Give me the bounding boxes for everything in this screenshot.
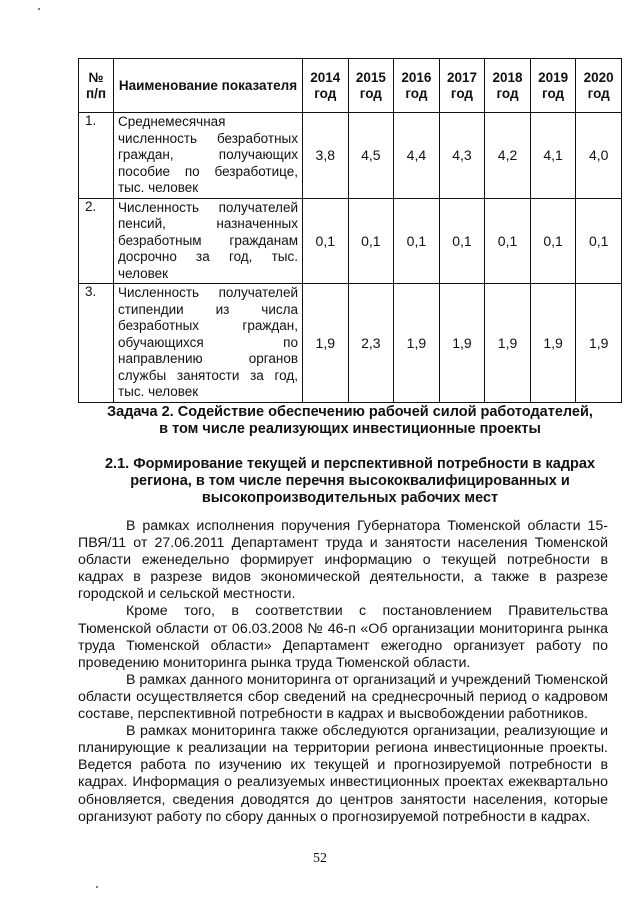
value-cell: 0,1: [576, 198, 622, 284]
indicator-line: численность безработных: [118, 130, 298, 146]
paragraph: В рамках данного мониторинга от организаций и учреждений Тюменской области осуществляется сбор сведений на среднесрочный период о кадровом составе, перспективной потребности в кадрах и высвобождении работников.: [78, 671, 608, 723]
value-cell: 2,3: [348, 284, 394, 403]
table-header-row: [79, 59, 622, 113]
header-year: 2019 год: [530, 59, 576, 113]
indicator-line: тыс. человек: [118, 384, 199, 399]
value-cell: 4,4: [394, 113, 440, 199]
indicator-line: Численность получателей: [118, 199, 298, 215]
value-cell: 0,1: [439, 198, 485, 284]
value-cell: 4,3: [439, 113, 485, 199]
task-heading-line: в том числе реализующих инвестиционные проекты: [159, 421, 541, 437]
value-cell: 0,1: [348, 198, 394, 284]
value-cell: 0,1: [394, 198, 440, 284]
row-indicator: [114, 284, 303, 403]
header-number: № п/п: [79, 59, 114, 113]
value-cell: 1,9: [530, 284, 576, 403]
section-heading-line: региона, в том числе перечня высококвалифицированных и: [130, 473, 570, 489]
page-number: 52: [313, 851, 327, 866]
value-cell: 1,9: [303, 284, 349, 403]
value-cell: 1,9: [439, 284, 485, 403]
value-cell: 3,8: [303, 113, 349, 199]
value-cell: 0,1: [485, 198, 531, 284]
value-cell: 1,9: [394, 284, 440, 403]
table-row: [79, 113, 622, 199]
value-cell: 4,0: [576, 113, 622, 199]
row-indicator: [114, 113, 303, 199]
header-year: 2018 год: [485, 59, 531, 113]
indicator-line: пенсий, назначенных: [118, 216, 298, 231]
paragraph: В рамках мониторинга также обследуются организации, реализующие и планирующие к реализации на территории региона инвестиционные проекты. Ведется работа по изучению их текущей и прогнозируемой потребности в кадрах. Информация о реализуемых инвестиционных проектах ежеквартально обновляется, сведения доводятся до центров занятости населения, которые организуют работу по сбору данных о прогнозируемой потребности в кадрах.: [78, 723, 608, 825]
value-cell: 0,1: [303, 198, 349, 284]
value-cell: 0,1: [530, 198, 576, 284]
value-cell: 4,5: [348, 113, 394, 199]
row-number: 1.: [79, 113, 114, 199]
indicator-line: досрочно за год, тыс.: [118, 249, 298, 264]
header-year: 2014 год: [303, 59, 349, 113]
indicator-line: Среднемесячная: [118, 114, 226, 129]
header-year: 2020 год: [576, 59, 622, 113]
indicator-line: тыс. человек: [118, 180, 199, 195]
indicator-line: пособие по безработице,: [118, 163, 298, 179]
indicator-line: безработных граждан,: [118, 318, 298, 333]
scan-speck: [96, 886, 98, 888]
section-heading-line: 2.1. Формирование текущей и перспективной потребности в кадрах: [104, 456, 596, 472]
row-number: 2.: [79, 198, 114, 284]
value-cell: 4,1: [530, 113, 576, 199]
body-text: [78, 518, 608, 826]
scan-speck: [38, 8, 40, 10]
table-row: [79, 284, 622, 403]
value-cell: 1,9: [485, 284, 531, 403]
indicator-line: службы занятости за год,: [118, 367, 298, 383]
section-heading-line: высокопроизводительных рабочих мест: [201, 490, 499, 506]
paragraph: В рамках исполнения поручения Губернатора Тюменской области 15-ПВЯ/11 от 27.06.2011 Департамент труда и занятости населения Тюменской области еженедельно формирует информацию о текущей потребности в кадрах в разрезе видов экономической деятельности, а также в разрезе городской и сельской местности.: [78, 518, 608, 603]
indicator-line: человек: [118, 265, 169, 281]
header-year: 2016 год: [394, 59, 440, 113]
header-year: 2015 год: [348, 59, 394, 113]
indicator-line: Численность получателей: [118, 285, 298, 300]
indicator-line: безработным гражданам: [118, 232, 298, 248]
indicators-table: [78, 58, 622, 403]
task-heading-line: Задача 2. Содействие обеспечению рабочей силой работодателей,: [107, 404, 593, 420]
header-year: 2017 год: [439, 59, 485, 113]
table-row: [79, 198, 622, 284]
value-cell: 1,9: [576, 284, 622, 403]
section-heading: [78, 456, 622, 507]
indicator-line: стипендии из числа: [118, 301, 298, 317]
paragraph: Кроме того, в соответствии с постановлением Правительства Тюменской области от 06.03.2008 № 46-п «Об организации мониторинга рынка труда Тюменской области» Департамент ежегодно организует работу по проведению мониторинга рынка труда Тюменской области.: [78, 603, 608, 671]
header-indicator: Наименование показателя: [114, 59, 303, 113]
indicator-line: обучающихся по: [118, 334, 298, 350]
row-indicator: [114, 198, 303, 284]
task-heading: [78, 404, 622, 438]
value-cell: 4,2: [485, 113, 531, 199]
indicator-line: граждан, получающих: [118, 147, 298, 162]
row-number: 3.: [79, 284, 114, 403]
indicator-line: направлению органов: [118, 351, 298, 366]
